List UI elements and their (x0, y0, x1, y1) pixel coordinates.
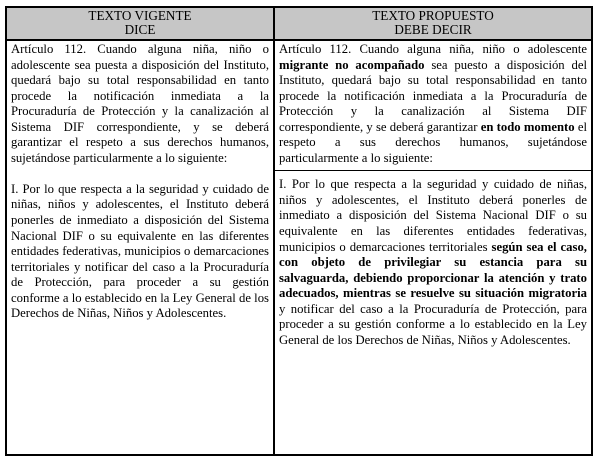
current-text-column (7, 41, 275, 454)
header-proposed-text (275, 8, 591, 39)
paragraph-spacer (11, 166, 269, 182)
header-row (7, 8, 591, 41)
proposed-p2-bold-insert: según sea el caso, con objeto de privilegiar su estancia para su salvaguarda, debiendo proporcionar la atención y trato adecuados, mientras se resuelve su situación migratoria (279, 239, 587, 301)
proposed-p1-text-a: Artículo 112. Cuando alguna niña, niño o adolescente (279, 42, 587, 56)
header-proposed-title: TEXTO PROPUESTO (372, 8, 494, 23)
header-current-text (7, 8, 275, 39)
comparison-table (5, 6, 593, 456)
proposed-text-column (275, 41, 591, 454)
current-paragraph-2: I. Por lo que respecta a la seguridad y cuidado de niñas, niños y adolescentes, el Instituto deberá ponerles de inmediato a disposición del Sistema Nacional DIF o su equivalente en las diferentes entidades federativas, municipios o demarcaciones territoriales y notificar del caso a la Procuraduría de Protección, para proceder a su gestión conforme a lo establecido en la Ley General de los Derechos de Niñas, Niños y Adolescentes. (11, 181, 269, 321)
proposed-p2-text-a: I. Por lo que respecta a la seguridad y cuidado de niñas, niños y adolescentes, el Instituto deberá ponerles de inmediato a disposición del Sistema Nacional DIF o su equivalente en las diferentes entidades federativas, municipios o demarcaciones territoriales (279, 177, 587, 254)
header-current-title: TEXTO VIGENTE (88, 8, 192, 23)
proposed-p1-text-e: el respeto a sus derechos humanos, sujetándose particularmente a lo siguiente: (279, 119, 587, 165)
proposed-p1-bold-en-todo-momento: en todo momento (480, 119, 575, 134)
proposed-p1-bold-migrante: migrante no acompañado (279, 57, 425, 72)
proposed-p1-text-c: sea puesto a disposición del Instituto, quedará bajo su total responsabilidad en tanto procede la notificación inmediata a la Procuraduría de Protección y la canalización al Sistema DIF correspondiente, y se deberá garantizar (279, 57, 588, 134)
inner-divider (275, 170, 591, 171)
proposed-paragraph-2 (279, 177, 587, 348)
proposed-p2-text-c: y notificar del caso a la Procuraduría de Protección, para proceder a su gestión conforme a lo establecido en la Ley General de los Derechos de Niñas, Niños y Adolescentes. (279, 301, 587, 347)
header-current-subtitle: DICE (124, 22, 156, 37)
proposed-paragraph-1 (279, 42, 587, 166)
current-paragraph-1: Artículo 112. Cuando alguna niña, niño o adolescente sea puesta a disposición del Instituto, quedará bajo su total responsabilidad en tanto procede la notificación inmediata a la Procuraduría de Protección y la canalización al Sistema DIF correspondiente, y se deberá garantizar el respeto a sus derechos humanos, sujetándose particularmente a lo siguiente: (11, 42, 269, 165)
header-proposed-subtitle: DEBE DECIR (394, 22, 472, 37)
body-row (7, 41, 591, 454)
